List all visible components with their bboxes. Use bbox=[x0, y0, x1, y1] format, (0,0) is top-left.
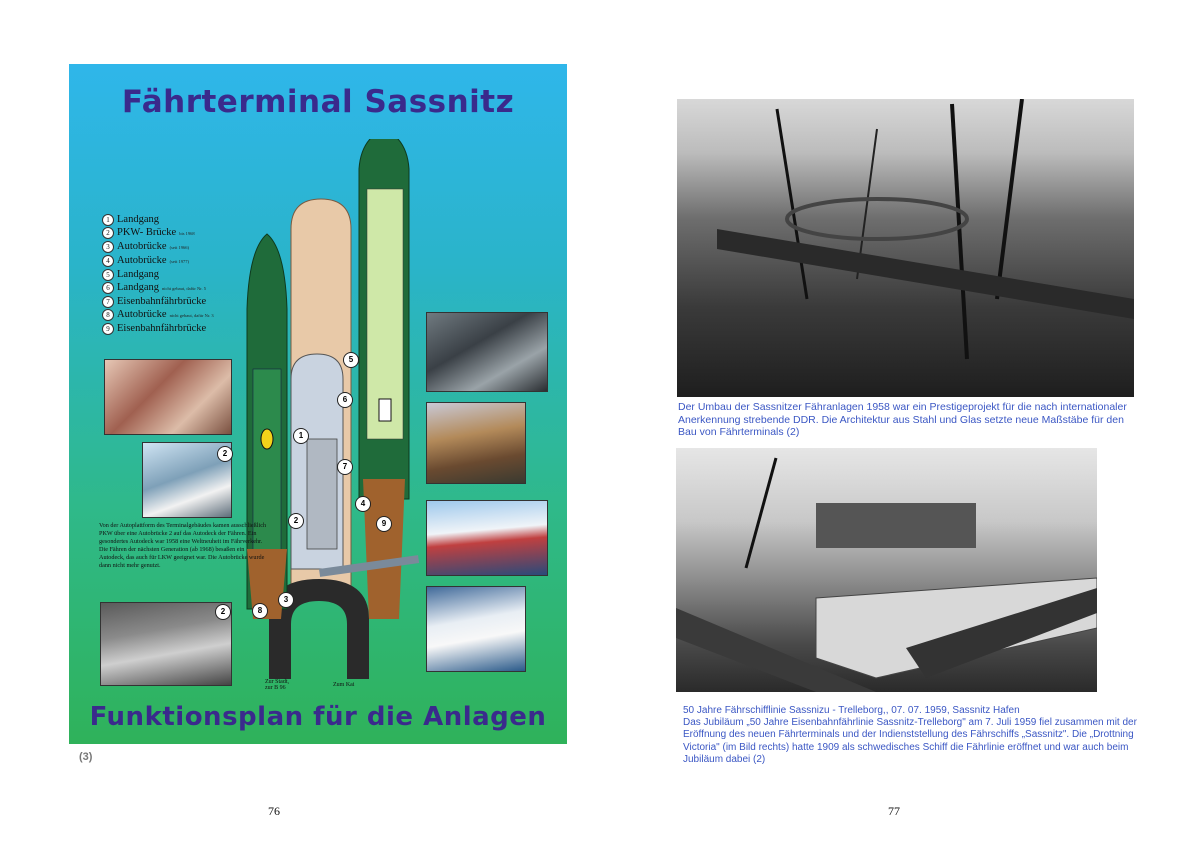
caption-construction: Der Umbau der Sassnitzer Fähranlagen 1958 war ein Prestigeprojekt für die nach internationaler Anerkennung strebende DDR. Die Architektur aus Stahl und Glas setzte neue Maßstäbe für den Bau von Fährterminals (2) bbox=[678, 401, 1127, 438]
caption-jubilee-body: Das Jubiläum „50 Jahre Eisenbahnfährlinie Sassnitz-Trelleborg" am 7. Juli 1959 fiel zusammen mit der Eröffnung des neuen Fährterminals und der Indienststellung des Fährschiffs „Sassnitz". Die „Drottning Victoria" (im Bild rechts) hatte 1909 als schwedisches Schiff die Fährlinie eröffnet und war auch beim Jubiläum dabei (2) bbox=[683, 717, 1137, 766]
jubilee-photo-1959 bbox=[676, 448, 1097, 692]
ferry-terminal-poster bbox=[69, 64, 567, 744]
poster-paragraph: Von der Autoplattform des Terminalgebäudes kamen ausschließlich PKW über eine Autobrücke 2 auf das Autodeck der Fähren. Ein gesondertes Autodeck war 1958 eine Weltneuheit im Fährverkehr. Die Fähren der nächsten Generation (ab 1968) besaßen ein Autodeck, das auch für LKW geeignet war. Die Autobrücke wurde dann nicht mehr genutzt. bbox=[99, 522, 267, 569]
crane bbox=[777, 109, 807, 299]
car-deck-photo bbox=[100, 602, 232, 686]
construction-photo-drawing bbox=[677, 99, 1134, 397]
map-badge: 7 bbox=[337, 459, 353, 475]
ferry-ramp-photo bbox=[426, 500, 548, 576]
crane bbox=[952, 104, 967, 359]
legend-number: 3 bbox=[102, 241, 114, 253]
jubilee-photo-drawing bbox=[676, 448, 1097, 692]
ferry-docking-photo bbox=[426, 402, 526, 484]
legend-label: Landgang bbox=[117, 269, 159, 280]
crane bbox=[746, 458, 776, 568]
legend-number: 7 bbox=[102, 296, 114, 308]
legend-note: (seit 1966) bbox=[169, 245, 189, 250]
legend-label: Eisenbahnfährbrücke bbox=[117, 323, 207, 334]
terminal-aerial-photo bbox=[426, 312, 548, 392]
map-badge: 2 bbox=[288, 513, 304, 529]
legend-note: bis 1968 bbox=[179, 231, 195, 236]
page-number-left: 76 bbox=[268, 804, 280, 818]
map-badge: 1 bbox=[293, 428, 309, 444]
legend-number: 2 bbox=[102, 227, 114, 239]
legend-number: 1 bbox=[102, 214, 114, 226]
legend-number: 5 bbox=[102, 269, 114, 281]
legend-note: nicht gebaut, dafür Nr. 3 bbox=[169, 313, 214, 318]
ferry-ship bbox=[816, 503, 976, 548]
map-badge: 4 bbox=[355, 496, 371, 512]
map-badge: 8 bbox=[252, 603, 268, 619]
map-badge: 6 bbox=[337, 392, 353, 408]
construction-photo-1958 bbox=[677, 99, 1134, 397]
legend-label: Eisenbahnfährbrücke bbox=[117, 296, 207, 307]
photo-badge: 2 bbox=[215, 604, 231, 620]
ferry-right-bridge bbox=[379, 399, 391, 421]
legend-label: Autobrücke bbox=[117, 255, 167, 266]
crane bbox=[997, 99, 1022, 299]
ramp-bridge bbox=[717, 229, 1134, 319]
ferry-left-funnel bbox=[261, 429, 273, 449]
legend-note: nicht gebaut, dafür Nr. 5 bbox=[162, 286, 206, 291]
page-number-right: 77 bbox=[888, 804, 900, 818]
legend-label: Landgang bbox=[117, 214, 159, 225]
map-badge: 9 bbox=[376, 516, 392, 532]
legend-number: 8 bbox=[102, 309, 114, 321]
legend-label: Landgang bbox=[117, 282, 159, 293]
legend-number: 9 bbox=[102, 323, 114, 335]
to-city-label: Zur Stadt, zur B 96 bbox=[265, 679, 289, 691]
terminal-hall bbox=[307, 439, 337, 549]
terminal-tower-photo bbox=[104, 359, 232, 435]
legend-number: 4 bbox=[102, 255, 114, 267]
map-badge: 3 bbox=[278, 592, 294, 608]
to-quay-label: Zum Kai bbox=[333, 682, 355, 688]
legend-label: PKW- Brücke bbox=[117, 227, 177, 238]
legend-number: 6 bbox=[102, 282, 114, 294]
legend-note: (seit 1977) bbox=[169, 259, 189, 264]
ferry-ship-photo bbox=[426, 586, 526, 672]
legend-label: Autobrücke bbox=[117, 309, 167, 320]
poster-title: Fährterminal Sassnitz bbox=[121, 84, 515, 120]
ferry-dock bbox=[787, 199, 967, 239]
poster-subtitle: Funktionsplan für die Anlagen bbox=[89, 702, 547, 732]
image-reference: (3) bbox=[79, 751, 93, 763]
caption-jubilee-title: 50 Jahre Fährschifflinie Sassnizu - Trelleborg,, 07. 07. 1959, Sassnitz Hafen bbox=[683, 705, 1020, 716]
legend-label: Autobrücke bbox=[117, 241, 167, 252]
photo-badge: 2 bbox=[217, 446, 233, 462]
map-badge: 5 bbox=[343, 352, 359, 368]
